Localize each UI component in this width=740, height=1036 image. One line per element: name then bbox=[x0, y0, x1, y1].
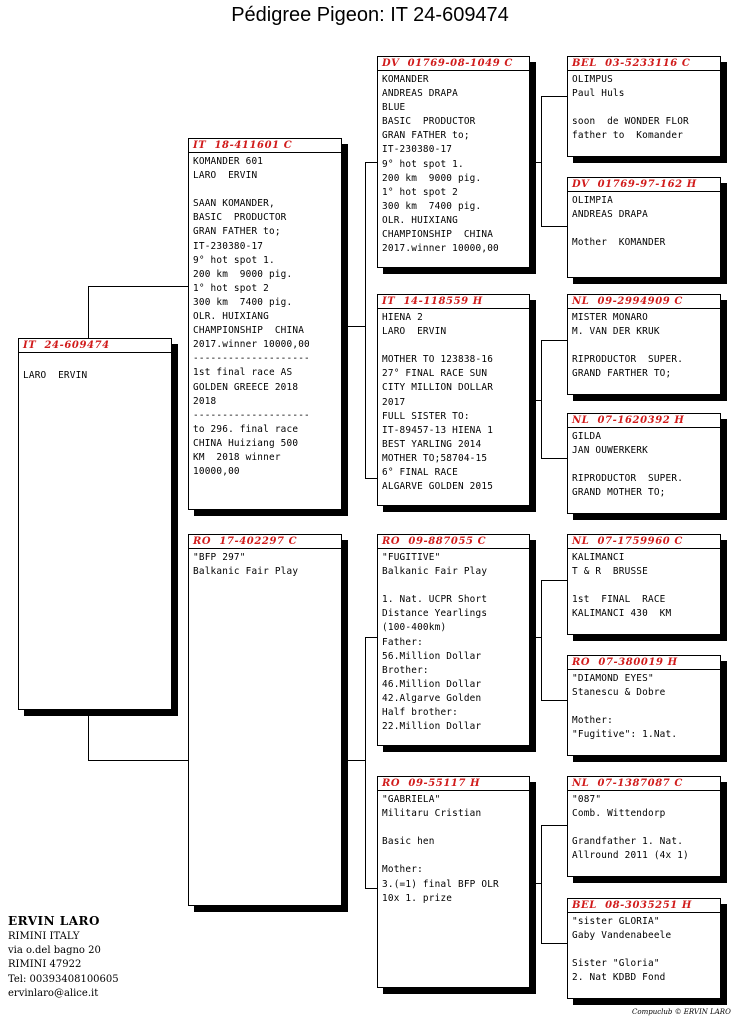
sire-sire-card[interactable] bbox=[377, 56, 530, 268]
pigeon-details: GILDA JAN OUWERKERK RIPRODUCTOR SUPER. GRAND MOTHER TO; bbox=[572, 431, 684, 499]
ring-number: NL 09-2994909 C bbox=[568, 295, 720, 309]
sire-dam-card[interactable] bbox=[377, 294, 530, 506]
connector-line bbox=[341, 326, 365, 327]
connector-line bbox=[541, 580, 542, 700]
great-grandparent-card[interactable] bbox=[567, 177, 721, 278]
great-grandparent-card[interactable] bbox=[567, 56, 721, 157]
connector-line bbox=[541, 458, 567, 459]
owner-postal: RIMINI 47922 bbox=[8, 959, 82, 971]
connector-line bbox=[365, 637, 366, 888]
connector-line bbox=[88, 704, 89, 760]
footer-credit: Compuclub © ERVIN LARO bbox=[632, 1008, 731, 1016]
pigeon-details: "sister GLORIA" Gaby Vandenabeele Sister "Gloria" 2. Nat KDBD Fond bbox=[572, 916, 672, 984]
ring-number: IT 18-411601 C bbox=[189, 139, 341, 153]
ring-number: BEL 08-3035251 H bbox=[568, 899, 720, 913]
connector-line bbox=[88, 286, 188, 287]
connector-line bbox=[529, 637, 541, 638]
connector-line bbox=[365, 162, 377, 163]
connector-line bbox=[541, 825, 567, 826]
connector-line bbox=[541, 943, 567, 944]
connector-line bbox=[365, 162, 366, 478]
pigeon-details: "BFP 297" Balkanic Fair Play bbox=[193, 552, 299, 578]
connector-line bbox=[88, 760, 188, 761]
connector-line bbox=[341, 760, 365, 761]
ring-number: NL 07-1387087 C bbox=[568, 777, 720, 791]
connector-line bbox=[541, 340, 567, 341]
pigeon-details: "087" Comb. Wittendorp Grandfather 1. Nat. Allround 2011 (4x 1) bbox=[572, 794, 689, 862]
connector-line bbox=[541, 340, 542, 458]
connector-line bbox=[529, 162, 541, 163]
connector-line bbox=[529, 400, 541, 401]
connector-line bbox=[541, 825, 542, 943]
great-grandparent-card[interactable] bbox=[567, 294, 721, 395]
pigeon-details: "DIAMOND EYES" Stanescu & Dobre Mother: "Fugitive": 1.Nat. bbox=[572, 673, 678, 741]
ring-number: RO 09-887055 C bbox=[378, 535, 529, 549]
pigeon-details: KOMANDER 601 LARO ERVIN SAAN KOMANDER, BASIC PRODUCTOR GRAN FATHER to; IT-230380-17 9° hot spot 1. 200 km 9000 pig. 1° hot spot 2 300 km 7400 pig. OLR. HUIXIANG CHAMPIONSHIP CHINA 2017.winner 10000,00 -------------------- 1st final race AS GOLDEN GREECE 2018 2018 -------------------- to 296. final race CHINA Huiziang 500 KM 2018 winner 10000,00 bbox=[193, 156, 310, 478]
pigeon-details: KOMANDER ANDREAS DRAPA BLUE BASIC PRODUCTOR GRAN FATHER to; IT-230380-17 9° hot spot 1. 200 km 9000 pig. 1° hot spot 2 300 km 7400 pig. OLR. HUIXIANG CHAMPIONSHIP CHINA 2017.winner 10000,00 bbox=[382, 74, 499, 255]
connector-line bbox=[541, 96, 542, 226]
ring-number: IT 24-609474 bbox=[19, 339, 171, 353]
connector-line bbox=[365, 478, 377, 479]
pigeon-details: "GABRIELA" Militaru Cristian Basic hen Mother: 3.(=1) final BFP OLR 10x 1. prize bbox=[382, 794, 499, 904]
ring-number: DV 01769-08-1049 C bbox=[378, 57, 529, 71]
great-grandparent-card[interactable] bbox=[567, 898, 721, 999]
owner-phone: Tel: 00393408100605 bbox=[8, 973, 119, 985]
ring-number: RO 09-55117 H bbox=[378, 777, 529, 791]
owner-name: ERVIN LARO bbox=[8, 914, 100, 928]
great-grandparent-card[interactable] bbox=[567, 413, 721, 514]
dam-card[interactable] bbox=[188, 534, 342, 906]
ring-number: NL 07-1759960 C bbox=[568, 535, 720, 549]
ring-number: IT 14-118559 H bbox=[378, 295, 529, 309]
owner-city: RIMINI ITALY bbox=[8, 931, 80, 942]
connector-line bbox=[541, 580, 567, 581]
great-grandparent-card[interactable] bbox=[567, 534, 721, 635]
dam-dam-card[interactable] bbox=[377, 776, 530, 988]
connector-line bbox=[529, 883, 541, 884]
ring-number: DV 01769-97-162 H bbox=[568, 178, 720, 192]
ring-number: BEL 03-5233116 C bbox=[568, 57, 720, 71]
pigeon-details: KALIMANCI T & R BRUSSE 1st FINAL RACE KALIMANCI 430 KM bbox=[572, 552, 672, 620]
owner-street: via o.del bagno 20 bbox=[8, 945, 101, 957]
ring-number: RO 07-380019 H bbox=[568, 656, 720, 670]
sire-card[interactable] bbox=[188, 138, 342, 510]
connector-line bbox=[365, 637, 377, 638]
connector-line bbox=[541, 96, 567, 97]
great-grandparent-card[interactable] bbox=[567, 655, 721, 756]
pigeon-details: HIENA 2 LARO ERVIN MOTHER TO 123838-16 27° FINAL RACE SUN CITY MILLION DOLLAR 2017 FULL SISTER TO: IT-89457-13 HIENA 1 BEST YARLING 2014 MOTHER TO;58704-15 6° FINAL RACE ALGARVE GOLDEN 2015 bbox=[382, 312, 494, 493]
pigeon-details: "FUGITIVE" Balkanic Fair Play 1. Nat. UCPR Short Distance Yearlings (100-400km) Father: 56.Million Dollar Brother: 46.Million Dollar 42.Algarve Golden Half brother: 22.Million Dollar bbox=[382, 552, 488, 733]
great-grandparent-card[interactable] bbox=[567, 776, 721, 877]
pigeon-details: OLIMPIA ANDREAS DRAPA Mother KOMANDER bbox=[572, 195, 666, 249]
pigeon-details: OLIMPUS Paul Huls soon de WONDER FLOR father to Komander bbox=[572, 74, 689, 142]
dam-sire-card[interactable] bbox=[377, 534, 530, 746]
subject-card[interactable] bbox=[18, 338, 172, 710]
ring-number: RO 17-402297 C bbox=[189, 535, 341, 549]
owner-email[interactable]: ervinlaro@alice.it bbox=[8, 987, 99, 999]
connector-line bbox=[88, 286, 89, 340]
pigeon-details: LARO ERVIN bbox=[23, 370, 88, 382]
connector-line bbox=[541, 226, 567, 227]
page-title: Pédigree Pigeon: IT 24-609474 bbox=[231, 4, 509, 26]
connector-line bbox=[365, 888, 377, 889]
owner-info bbox=[8, 913, 119, 1001]
connector-line bbox=[541, 700, 567, 701]
pigeon-details: MISTER MONARO M. VAN DER KRUK RIPRODUCTOR SUPER. GRAND FARTHER TO; bbox=[572, 312, 684, 380]
ring-number: NL 07-1620392 H bbox=[568, 414, 720, 428]
